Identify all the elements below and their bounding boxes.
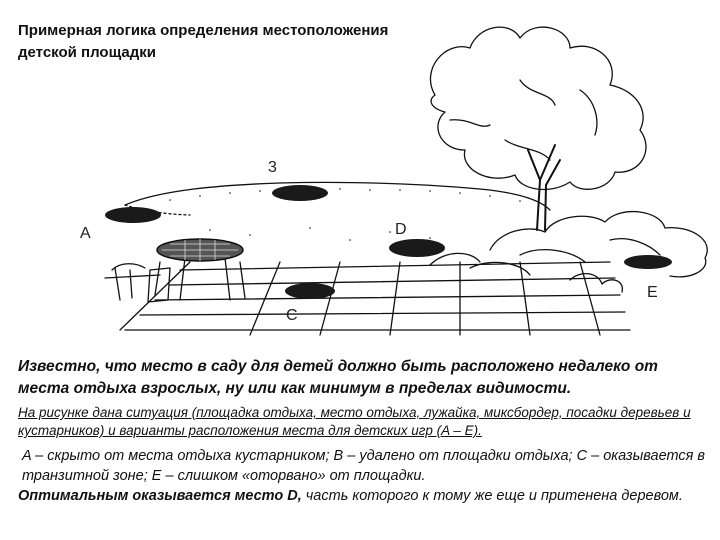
seating-table (157, 239, 243, 261)
label-D: D (395, 221, 407, 238)
optimal-rest: часть которого к тому же еще и притенена деревом. (301, 488, 683, 504)
paragraph-intro: Известно, что место в саду для детей должно быть расположено недалеко от места отдыха взрослых, ну или как минимум в пределах видимости. (18, 358, 658, 397)
play-area-C (285, 283, 335, 299)
paragraph-optimal (18, 486, 708, 507)
play-area-B (272, 185, 328, 201)
label-E: E (647, 284, 658, 301)
label-A: A (80, 225, 91, 242)
tree-trunk (528, 145, 560, 230)
description (18, 356, 708, 507)
paving (125, 262, 630, 330)
play-area-D (389, 239, 445, 257)
lawn-texture (169, 188, 521, 241)
title-line-2: детской площадки (18, 44, 157, 61)
paragraph-variants: A – скрыто от места отдыха кустарником; B – удалено от площадки отдыха; C – оказывается в транзитной зоне; E – слишком «оторвано» от площадки. (22, 448, 705, 484)
title-line-1: Примерная логика определения местоположения (18, 22, 389, 39)
play-area-A (105, 207, 161, 223)
mixborder (490, 212, 707, 277)
garden-sketch (50, 0, 720, 350)
label-C: C (286, 307, 298, 324)
tree-canopy (430, 27, 646, 189)
lawn-edge (125, 182, 550, 210)
bench (105, 268, 160, 300)
label-B: 3 (268, 159, 277, 176)
optimal-place: Оптимальным оказывается место D, (18, 488, 302, 504)
play-area-E (624, 255, 672, 269)
paragraph-situation: На рисунке дана ситуация (площадка отдыха, место отдыха, лужайка, миксбордер, посадки деревьев и кустарников) и варианты расположения места для детских игр (A – E). (18, 405, 691, 438)
